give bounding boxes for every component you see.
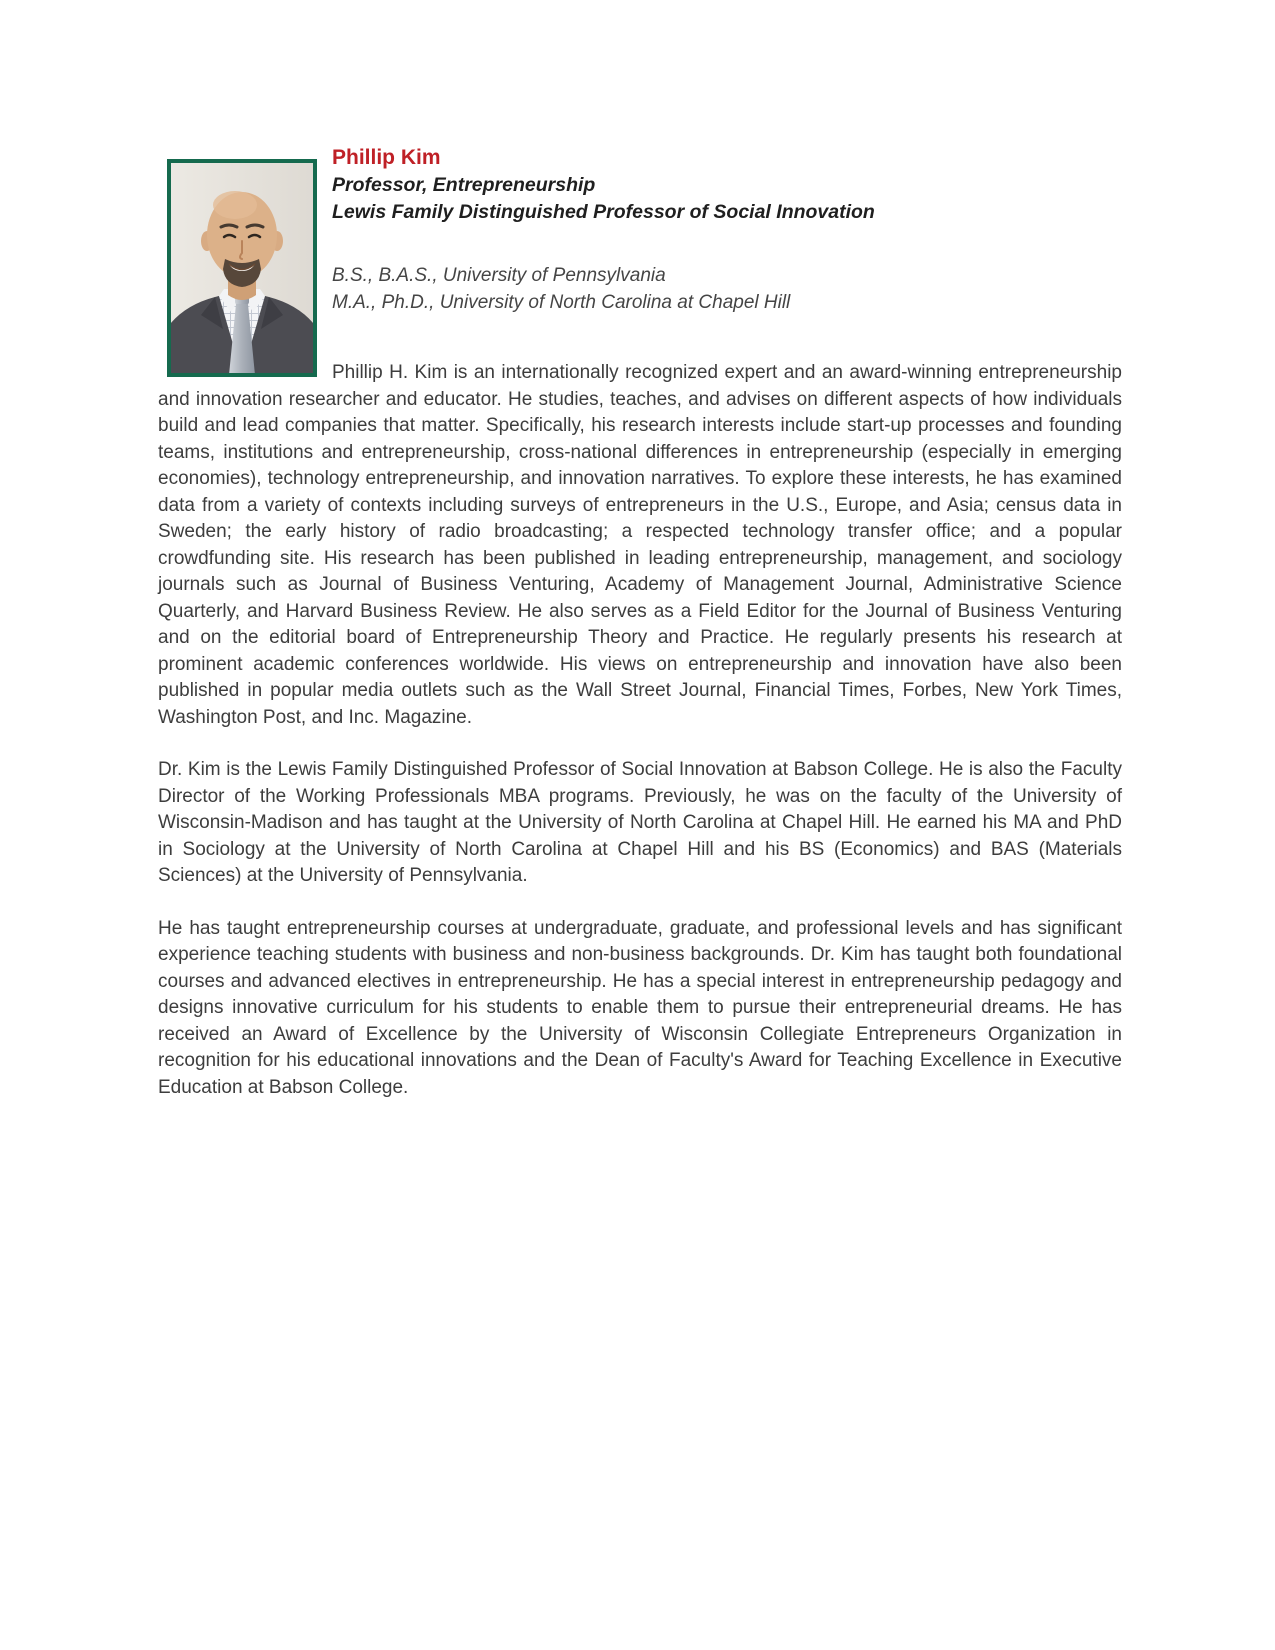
- bio-paragraph-teaching: He has taught entrepreneurship courses at undergraduate, graduate, and professional levels and has significant experience teaching students with business and non-business backgrounds. Dr. Kim has taught both foundational courses and advanced electives in entrepreneurship. He has a special interest in entrepreneurship pedagogy and designs innovative curriculum for his students to enable them to pursue their entrepreneurial dreams. He has received an Award of Excellence by the University of Wisconsin Collegiate Entrepreneurs Organization in recognition for his educational innovations and the Dean of Faculty's Award for Teaching Excellence in Executive Education at Babson College.: [158, 917, 1122, 1098]
- person-name: Phillip Kim: [332, 146, 441, 169]
- job-title-endowed-chair: Lewis Family Distinguished Professor of Social Innovation: [332, 201, 875, 223]
- degree-line-unc: M.A., Ph.D., University of North Carolina at Chapel Hill: [332, 292, 791, 313]
- degree-line-penn: B.S., B.A.S., University of Pennsylvania: [332, 265, 666, 286]
- bio-content: [158, 144, 1122, 1127]
- bio-paragraph-appointments: Dr. Kim is the Lewis Family Distinguished Professor of Social Innovation at Babson College. He is also the Faculty Director of the Working Professionals MBA programs. Previously, he was on the faculty of the University of Wisconsin-Madison and has taught at the University of North Carolina at Chapel Hill. He earned his MA and PhD in Sociology at the University of North Carolina at Chapel Hill and his BS (Economics) and BAS (Materials Sciences) at the University of Pennsylvania.: [158, 759, 1122, 886]
- profile-photo: [167, 159, 317, 377]
- job-title-primary: Professor, Entrepreneurship: [332, 174, 596, 196]
- portrait-illustration: [171, 163, 313, 373]
- bio-paragraph-research: Phillip H. Kim is an internationally recognized expert and an award-winning entrepreneurship and innovation researcher and educator. He studies, teaches, and advises on different aspects of how individuals build and lead companies that matter. Specifically, his research interests include start-up processes and founding teams, institutions and entrepreneurship, cross-national differences in entrepreneurship (especially in emerging economies), technology entrepreneurship, and innovation narratives. To explore these interests, he has examined data from a variety of contexts including surveys of entrepreneurs in the U.S., Europe, and Asia; census data in Sweden; the early history of radio broadcasting; a respected technology transfer office; and a popular crowdfunding site. His research has been published in leading entrepreneurship, management, and sociology journals such as Journal of Business Venturing, Academy of Management Journal, Administrative Science Quarterly, and Harvard Business Review. He also serves as a Field Editor for the Journal of Business Venturing and on the editorial board of Entrepreneurship Theory and Practice. He regularly presents his research at prominent academic conferences worldwide. His views on entrepreneurship and innovation have also been published in popular media outlets such as the Wall Street Journal, Financial Times, Forbes, New York Times, Washington Post, and Inc. Magazine.: [158, 362, 1122, 728]
